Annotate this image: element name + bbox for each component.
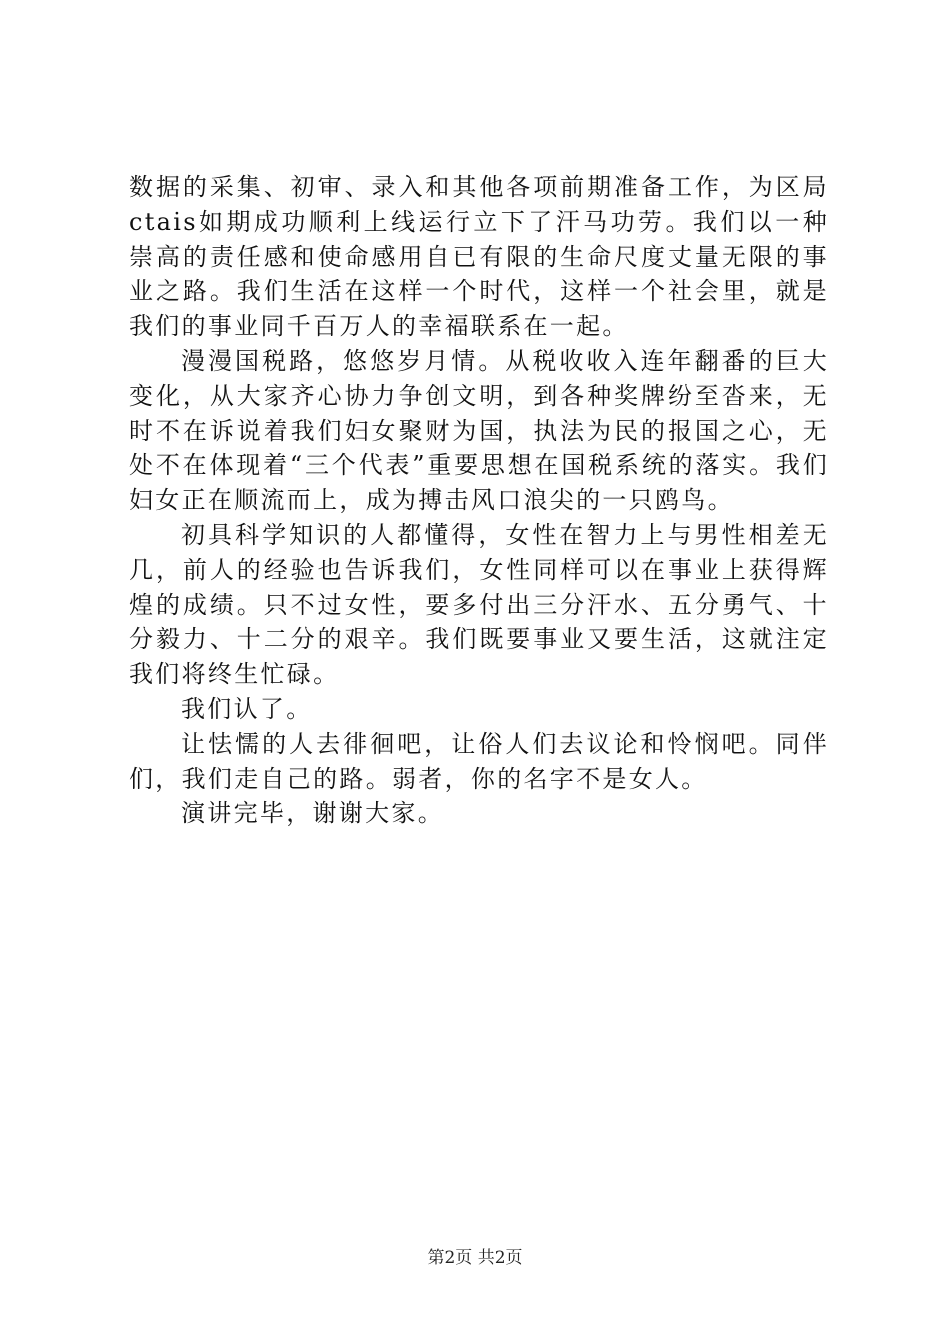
- paragraph: 我们认了。: [181, 694, 313, 723]
- paragraph: 初具科学知识的人都懂得，女性在智力上与男性相差无几，前人的经验也告诉我们，女性同样可以在事业上获得辉煌的成绩。只不过女性，要多付出三分汗水、五分勇气、十分毅力、十二分的艰辛。我们既要事业又要生活，这就注定我们将终生忙碌。: [129, 520, 829, 689]
- paragraph: 漫漫国税路，悠悠岁月情。从税收收入连年翻番的巨大变化，从大家齐心协力争创文明，到各种奖牌纷至沓来，无时不在诉说着我们妇女聚财为国，执法为民的报国之心，无处不在体现着“三个代表”重要思想在国税系统的落实。我们妇女正在顺流而上，成为搏击风口浪尖的一只鸥鸟。: [129, 346, 829, 515]
- page-number-footer: 第2页 共2页: [427, 1248, 523, 1268]
- document-body: [129, 170, 829, 831]
- paragraph-continuation: 数据的采集、初审、录入和其他各项前期准备工作，为区局ctais如期成功顺利上线运行立下了汗马功劳。我们以一种崇高的责任感和使命感用自已有限的生命尺度丈量无限的事业之路。我们生活在这样一个时代，这样一个社会里，就是我们的事业同千百万人的幸福联系在一起。: [129, 173, 829, 341]
- paragraph: 让怯懦的人去徘徊吧，让俗人们去议论和怜悯吧。同伴们，我们走自己的路。弱者，你的名字不是女人。: [129, 729, 829, 793]
- paragraph-closing: 演讲完毕，谢谢大家。: [181, 799, 444, 828]
